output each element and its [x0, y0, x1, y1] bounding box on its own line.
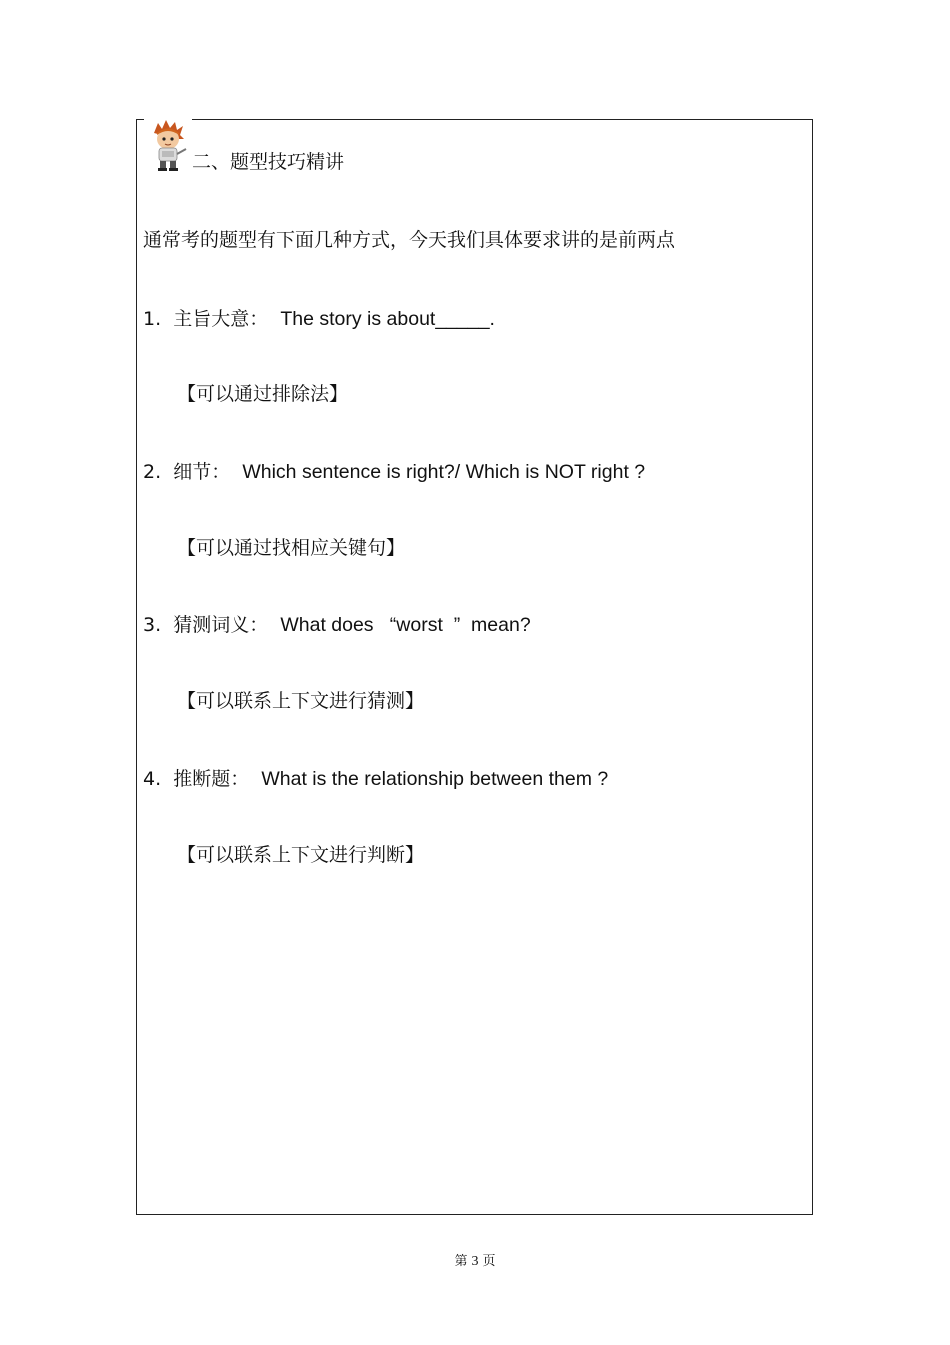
cartoon-avatar-image — [144, 119, 192, 171]
item-question: What does “worst ” mean? — [280, 614, 531, 636]
tip-1: 【可以通过排除法】 — [177, 383, 349, 405]
item-number: 2. — [143, 461, 162, 483]
question-type-2 — [143, 460, 645, 484]
page-footer — [0, 1250, 950, 1270]
tip-2: 【可以通过找相应关键句】 — [177, 537, 406, 559]
footer-prefix: 第 — [454, 1254, 468, 1269]
footer-suffix: 页 — [482, 1254, 496, 1269]
tip-4: 【可以联系上下文进行判断】 — [177, 844, 425, 866]
tip-3: 【可以联系上下文进行猜测】 — [177, 690, 425, 712]
page-number: 3 — [471, 1254, 479, 1269]
item-number: 3. — [143, 614, 162, 636]
item-number: 1. — [143, 308, 162, 330]
item-label: 猜测词义： — [173, 614, 269, 636]
item-label: 推断题： — [173, 768, 250, 790]
question-type-3 — [143, 613, 531, 637]
item-label: 细节： — [173, 461, 231, 483]
question-type-1 — [143, 307, 495, 331]
item-number: 4. — [143, 768, 162, 790]
item-question: The story is about_____. — [280, 308, 495, 330]
question-type-4 — [143, 767, 608, 791]
content-box — [136, 119, 813, 1215]
item-question: Which sentence is right?/ Which is NOT right ? — [242, 461, 646, 483]
intro-text: 通常考的题型有下面几种方式，今天我们具体要求讲的是前两点 — [143, 229, 676, 251]
item-label: 主旨大意： — [173, 308, 269, 330]
item-question: What is the relationship between them ? — [261, 768, 609, 790]
section-heading: 二、题型技巧精讲 — [192, 151, 345, 173]
